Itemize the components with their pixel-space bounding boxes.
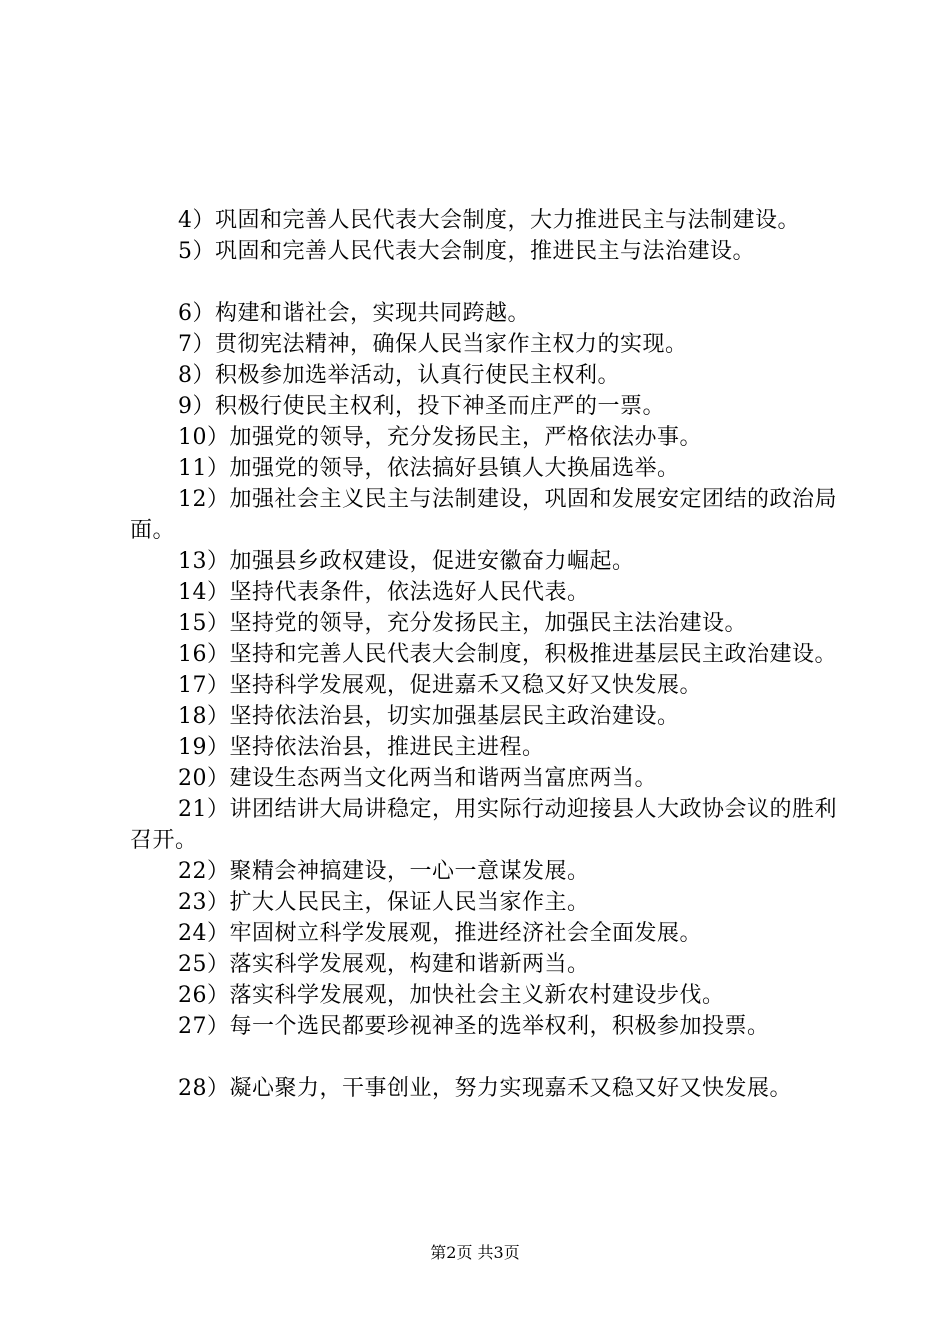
list-item: 25）落实科学发展观，构建和谐新两当。 (178, 952, 590, 977)
list-item: 15）坚持党的领导，充分发扬民主，加强民主法治建设。 (178, 611, 747, 636)
slogan-list (130, 205, 842, 1104)
list-item: 4）巩固和完善人民代表大会制度，大力推进民主与法制建设。 (178, 208, 800, 233)
list-item: 18）坚持依法治县，切实加强基层民主政治建设。 (178, 704, 680, 729)
list-item: 21）讲团结讲大局讲稳定，用实际行动迎接县人大政协会议的胜利召开。 (130, 797, 837, 853)
list-item: 11）加强党的领导，依法搞好县镇人大换届选举。 (178, 456, 680, 481)
page-footer: 第2页 共3页 (430, 1243, 520, 1262)
list-item: 9）积极行使民主权利，投下神圣而庄严的一票。 (178, 394, 665, 419)
list-item: 28）凝心聚力，干事创业，努力实现嘉禾又稳又好又快发展。 (178, 1076, 792, 1101)
list-item: 16）坚持和完善人民代表大会制度，积极推进基层民主政治建设。 (178, 642, 837, 667)
list-item: 23）扩大人民民主，保证人民当家作主。 (178, 890, 590, 915)
list-item: 13）加强县乡政权建设，促进安徽奋力崛起。 (178, 549, 635, 574)
list-item: 10）加强党的领导，充分发扬民主，严格依法办事。 (178, 425, 702, 450)
list-item: 6）构建和谐社会，实现共同跨越。 (178, 301, 530, 326)
list-item: 8）积极参加选举活动，认真行使民主权利。 (178, 363, 620, 388)
list-item: 27）每一个选民都要珍视神圣的选举权利，积极参加投票。 (178, 1014, 770, 1039)
list-item: 14）坚持代表条件，依法选好人民代表。 (178, 580, 590, 605)
list-item: 7）贯彻宪法精神，确保人民当家作主权力的实现。 (178, 332, 688, 357)
list-item: 20）建设生态两当文化两当和谐两当富庶两当。 (178, 766, 657, 791)
list-item: 26）落实科学发展观，加快社会主义新农村建设步伐。 (178, 983, 725, 1008)
list-item: 17）坚持科学发展观，促进嘉禾又稳又好又快发展。 (178, 673, 702, 698)
list-item: 5）巩固和完善人民代表大会制度，推进民主与法治建设。 (178, 239, 755, 264)
list-item: 19）坚持依法治县，推进民主进程。 (178, 735, 545, 760)
list-item: 24）牢固树立科学发展观，推进经济社会全面发展。 (178, 921, 702, 946)
list-item: 12）加强社会主义民主与法制建设，巩固和发展安定团结的政治局面。 (130, 487, 837, 543)
list-item: 22）聚精会神搞建设，一心一意谋发展。 (178, 859, 590, 884)
